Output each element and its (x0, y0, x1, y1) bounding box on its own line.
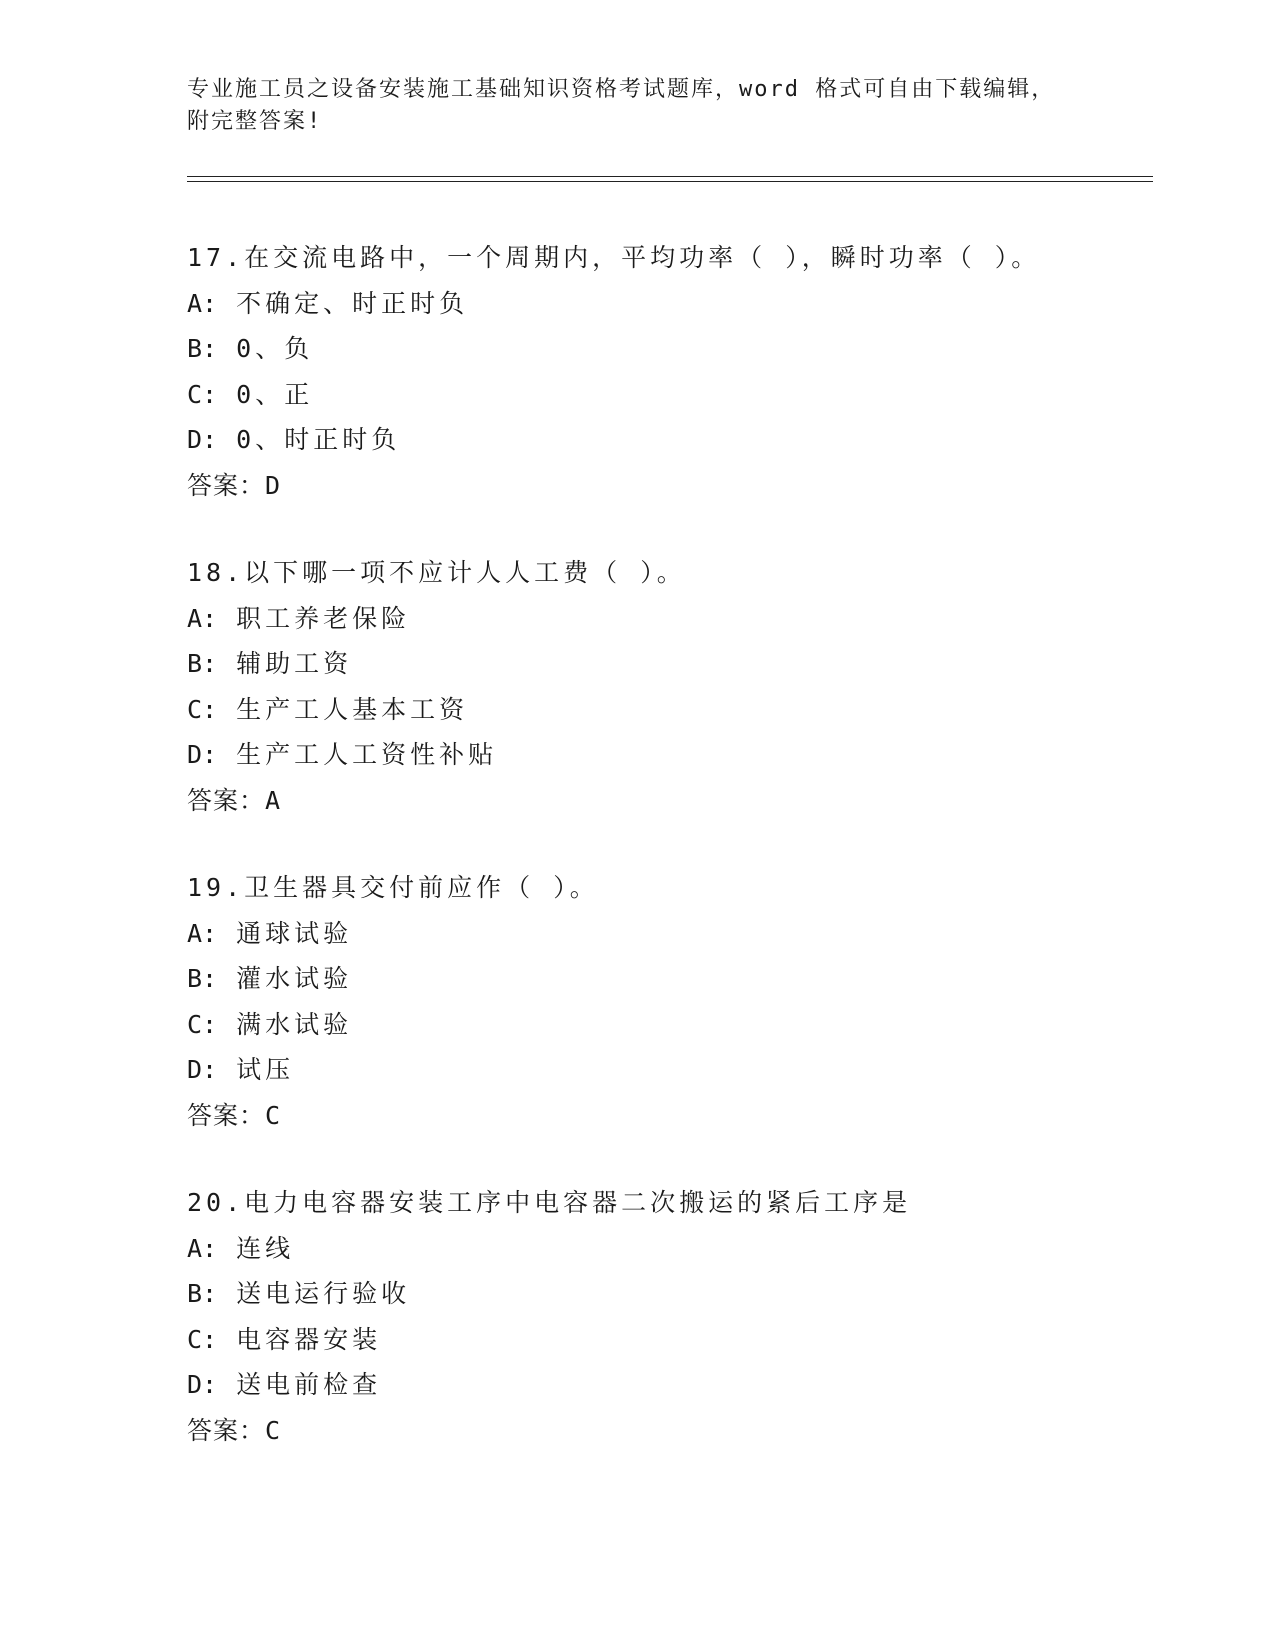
option-d (187, 1047, 1147, 1093)
option-letter: D: (187, 1370, 218, 1399)
option-text: 满水试验 (236, 1009, 353, 1039)
question-18 (187, 550, 1147, 823)
answer-label: 答案： (187, 1415, 266, 1445)
answer-value: C (265, 1415, 282, 1445)
answer-value: A (265, 785, 282, 815)
question-list (187, 235, 1147, 1495)
answer-label: 答案： (187, 470, 266, 500)
answer-label: 答案： (187, 1100, 266, 1130)
option-text: 辅助工资 (236, 649, 353, 678)
option-text: 试压 (236, 1055, 295, 1084)
option-d (187, 732, 1147, 778)
option-b (187, 1271, 1147, 1317)
option-c (187, 1317, 1147, 1363)
question-19 (187, 865, 1147, 1138)
option-text: 灌水试验 (236, 964, 353, 993)
answer-line (187, 1408, 1147, 1454)
option-a (187, 1226, 1147, 1272)
option-text: 送电前检查 (236, 1370, 382, 1399)
option-letter: A: (187, 1233, 218, 1263)
option-text: 不确定、时正时负 (236, 288, 469, 318)
answer-value: C (265, 1100, 282, 1130)
document-header (187, 74, 1087, 138)
answer-line (187, 463, 1147, 509)
option-a (187, 281, 1147, 327)
question-stem: 20.电力电容器安装工序中电容器二次搬运的紧后工序是 (187, 1188, 912, 1217)
option-text: 连线 (236, 1233, 295, 1263)
option-letter: C: (187, 1324, 218, 1354)
option-letter: C: (187, 694, 218, 724)
option-text: 电容器安装 (236, 1324, 382, 1354)
option-text: 0、负 (236, 334, 314, 363)
answer-value: D (265, 470, 282, 500)
option-letter: A: (187, 918, 218, 948)
option-text: 生产工人工资性补贴 (236, 740, 498, 769)
option-text: 通球试验 (236, 918, 353, 948)
option-letter: D: (187, 1055, 218, 1084)
option-d (187, 417, 1147, 463)
option-letter: C: (187, 379, 218, 409)
question-stem: 19.卫生器具交付前应作（ ）。 (187, 873, 599, 902)
option-c (187, 687, 1147, 733)
option-a (187, 911, 1147, 957)
question-stem: 17.在交流电路中，一个周期内，平均功率（ ），瞬时功率（ ）。 (187, 243, 1041, 272)
option-letter: D: (187, 425, 218, 454)
option-letter: B: (187, 1279, 218, 1308)
option-a (187, 596, 1147, 642)
option-d (187, 1362, 1147, 1408)
option-c (187, 372, 1147, 418)
option-letter: B: (187, 649, 218, 678)
question-20 (187, 1180, 1147, 1453)
header-line-2: 附完整答案! (187, 109, 323, 134)
answer-line (187, 778, 1147, 824)
option-text: 0、时正时负 (236, 425, 401, 454)
option-text: 0、正 (236, 379, 314, 409)
answer-line (187, 1093, 1147, 1139)
question-17 (187, 235, 1147, 508)
question-stem: 18.以下哪一项不应计人人工费（ ）。 (187, 558, 686, 587)
option-text: 职工养老保险 (236, 603, 411, 633)
option-letter: C: (187, 1009, 218, 1039)
option-b (187, 956, 1147, 1002)
header-divider-top (187, 176, 1153, 177)
option-b (187, 641, 1147, 687)
answer-label: 答案： (187, 785, 266, 815)
header-divider-bottom (187, 181, 1153, 182)
header-line-1: 专业施工员之设备安装施工基础知识资格考试题库，word 格式可自由下载编辑， (187, 77, 1056, 102)
option-letter: A: (187, 603, 218, 633)
option-c (187, 1002, 1147, 1048)
option-text: 送电运行验收 (236, 1279, 411, 1308)
option-text: 生产工人基本工资 (236, 694, 469, 724)
option-letter: A: (187, 288, 218, 318)
option-b (187, 326, 1147, 372)
option-letter: D: (187, 740, 218, 769)
option-letter: B: (187, 334, 218, 363)
option-letter: B: (187, 964, 218, 993)
